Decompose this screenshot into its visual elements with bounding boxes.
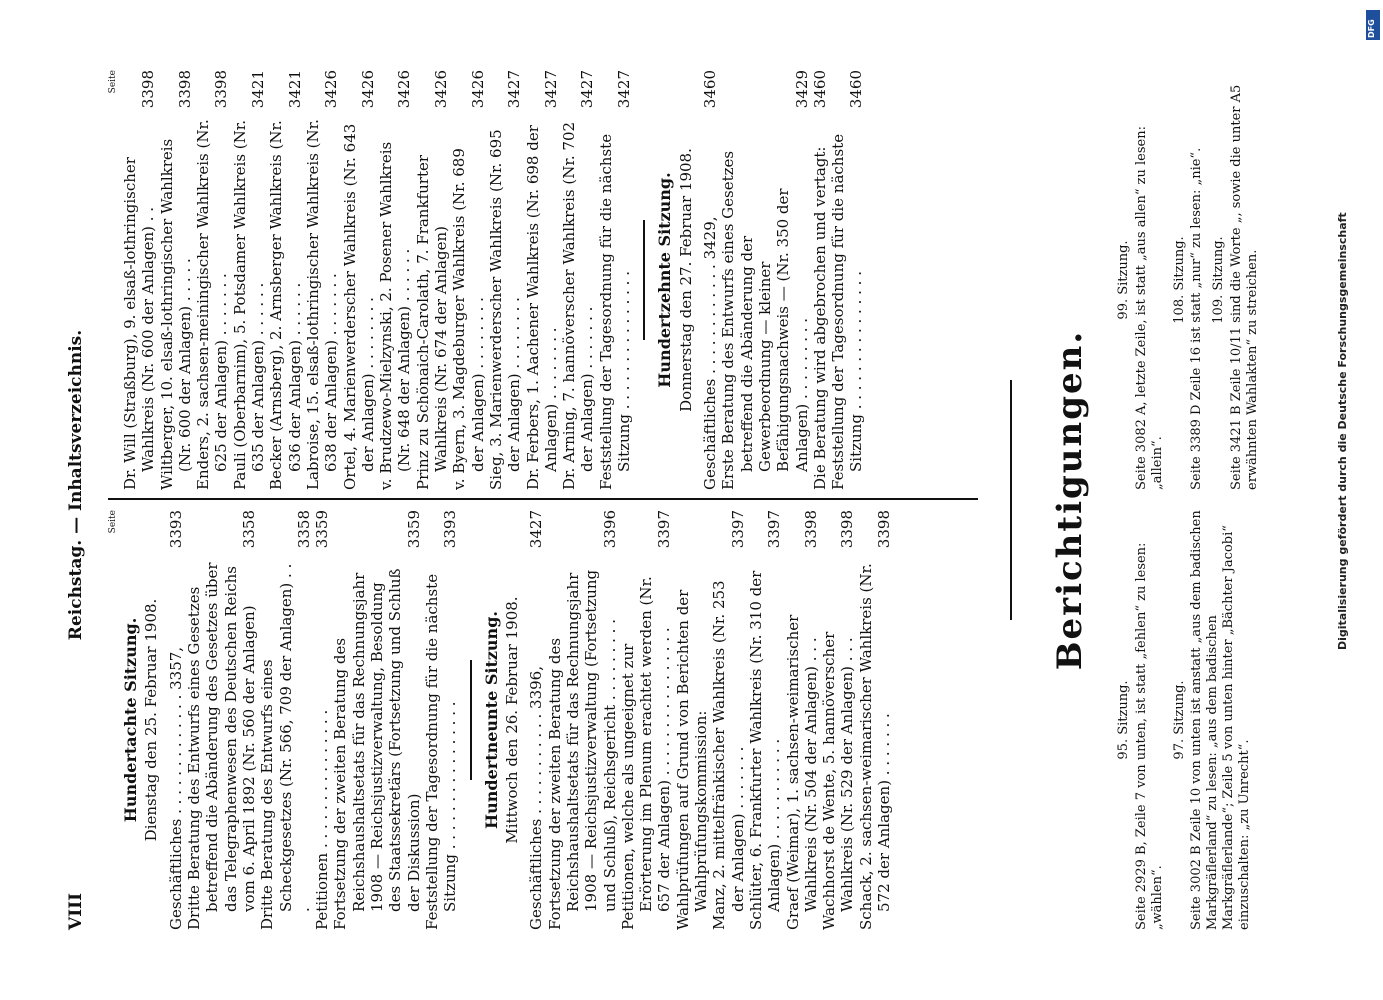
toc-entry bbox=[423, 510, 460, 930]
toc-entry-page: 3359 bbox=[313, 510, 332, 549]
seite-label: Seite bbox=[108, 70, 118, 94]
toc-entry-text: Dr. Ferbers, 1. Aachener Wahlkreis (Nr. 698 der Anlagen) . . . . . . . . bbox=[523, 125, 560, 490]
session-title: Hundertzehnte Sitzung. bbox=[655, 172, 675, 388]
correction-heading: 108. Sitzung. bbox=[1171, 236, 1187, 324]
session-date: Mittwoch den 26. Februar 1908. bbox=[503, 596, 522, 844]
session-date: Donnerstag den 27. Februar 1908. bbox=[676, 148, 695, 412]
toc-entry-page: 3397 bbox=[655, 510, 674, 549]
toc-entry-page: 3398 bbox=[874, 510, 893, 549]
session-date: Dienstag den 25. Februar 1908. bbox=[142, 598, 161, 842]
toc-entry-page: 3429 bbox=[792, 70, 811, 109]
toc-entry-text: Dritte Beratung des Entwurfs eines Gesetzes betreffend die Abänderung des Gesetzes über das Telegraphenwesen des Deutschen Reichs vom 6. April 1892 (Nr. 560 der Anlagen) bbox=[185, 562, 258, 930]
toc-entry bbox=[231, 70, 268, 490]
toc-entry-page: 3398 bbox=[838, 510, 857, 549]
correction-text: Seite 3389 D Zeile 16 ist statt „nur“ zu lesen: „nie“. bbox=[1189, 147, 1205, 490]
toc-entry bbox=[331, 510, 422, 930]
session-entries bbox=[527, 510, 893, 930]
toc-entry-page: 3398 bbox=[212, 70, 231, 109]
session-title: Hundertneunte Sitzung. bbox=[481, 611, 501, 829]
toc-entry-page: 3421 bbox=[285, 70, 304, 109]
berichtigungen-title: Berichtigungen. bbox=[1050, 329, 1090, 671]
toc-entry bbox=[829, 70, 866, 490]
toc-entry bbox=[820, 510, 857, 930]
toc-entry-page: 3460 bbox=[810, 70, 829, 109]
toc-entry bbox=[524, 70, 561, 490]
toc-entry-text: Geschäftliches . . . . . . . . . . . . . 3357, bbox=[166, 646, 185, 930]
toc-entry-page: 3397 bbox=[728, 510, 747, 549]
toc-entry-page: 3421 bbox=[249, 70, 268, 109]
correction-text: Seite 2929 B, Zeile 7 von unten, ist statt „fehlen“ zu lesen: „wählen“. bbox=[1133, 542, 1165, 930]
toc-entry-page: 3460 bbox=[847, 70, 866, 109]
toc-entry bbox=[747, 510, 784, 930]
toc-entry bbox=[341, 70, 378, 490]
toc-entry-page: 3427 bbox=[541, 70, 560, 109]
running-title: Reichstag. — Inhaltsverzeichnis. bbox=[66, 329, 86, 641]
toc-entry bbox=[377, 70, 414, 490]
toc-entry-page: 3358 bbox=[239, 510, 258, 549]
toc-entry-text: Graef (Weimar), 1. sachsen-weimarischer Wahlkreis (Nr. 504 der Anlagen) . . . bbox=[783, 614, 820, 930]
toc-entry bbox=[313, 510, 331, 930]
correction-heading: 99. Sitzung. bbox=[1116, 240, 1131, 320]
toc-entry-text: Dritte Beratung des Entwurfs eines Scheckgesetzes (Nr. 566, 709 der Anlagen) . . . bbox=[258, 563, 313, 930]
toc-entry-text: Schack, 2. sachsen-weimarischer Wahlkreis (Nr. 572 der Anlagen) . . . . . . . bbox=[856, 563, 893, 930]
toc-entry-text: Wiltberger, 10. elsaß-lothringischer Wahlkreis (Nr. 600 der Anlagen) . . . . . bbox=[157, 138, 194, 490]
toc-entry-text: Ortel, 4. Marienwerderscher Wahlkreis (Nr. 643 der Anlagen) . . . . . . . . bbox=[340, 123, 377, 490]
toc-entry-text: Wahlprüfungen auf Grund von Berichten der Wahlprüfungskommission: bbox=[673, 589, 711, 930]
toc-entry bbox=[811, 70, 829, 490]
toc-entry bbox=[674, 510, 711, 930]
toc-entry bbox=[304, 70, 341, 490]
toc-entry-text: Sieg, 3. Marienwerderscher Wahlkreis (Nr. 695 der Anlagen) . . . . . . . . bbox=[486, 129, 524, 490]
correction-text: Seite 3082 A, letzte Zeile, ist statt „aus allen“ zu lesen: „allein“. bbox=[1133, 126, 1165, 490]
toc-entry-page: 3397 bbox=[765, 510, 784, 549]
toc-entry-text: Dr. Arning, 7. hannöverscher Wahlkreis (Nr. 702 der Anlagen) . . . . . . . bbox=[560, 121, 597, 490]
toc-entry-text: Petitionen, welche als ungeeignet zur Erörterung im Plenum erachtet werden (Nr. 657 der Anlagen) . . . . . . . . . . . . . . . . bbox=[618, 576, 674, 930]
toc-entry-page: 3426 bbox=[395, 70, 414, 109]
toc-entry-page: 3396 bbox=[600, 510, 619, 549]
toc-entry bbox=[619, 510, 674, 930]
toc-entry bbox=[546, 510, 619, 930]
toc-entry-text: v. Byern, 3. Magdeburger Wahlkreis (Nr. 689 der Anlagen) . . . . . . . . bbox=[450, 148, 487, 490]
correction-heading: 109. Sitzung. bbox=[1211, 236, 1227, 324]
right-column bbox=[108, 70, 866, 490]
toc-entry-page: 3460 bbox=[701, 70, 720, 109]
page-number: VIII bbox=[66, 892, 86, 930]
toc-entry-text: Dr. Will (Straßburg), 9. elsaß-lothringischer Wahlkreis (Nr. 600 der Anlagen) . . bbox=[120, 157, 158, 490]
toc-entry bbox=[857, 510, 894, 930]
correction-heading: 97. Sitzung. bbox=[1171, 680, 1187, 760]
toc-entry-text: Feststellung der Tagesordnung für die nächste Sitzung . . . . . . . . . . . . . . . bbox=[596, 133, 633, 490]
toc-entry bbox=[784, 510, 821, 930]
toc-entry-page: 3398 bbox=[175, 70, 194, 109]
toc-entry-text: Becker (Arnsberg), 2. Arnsberger Wahlkreis (Nr. 636 der Anlagen) . . . . . . bbox=[267, 120, 304, 490]
section-rule bbox=[1010, 380, 1012, 620]
toc-entry bbox=[414, 70, 451, 490]
session-title: Hundertachte Sitzung. bbox=[120, 617, 140, 823]
session-entries bbox=[701, 70, 866, 490]
session-entries bbox=[167, 510, 460, 930]
toc-entry-page: 3393 bbox=[441, 510, 460, 549]
page-header bbox=[66, 40, 92, 930]
toc-entry-text: Fortsetzung der zweiten Beratung des Reichshaushaltsetats für das Rechnungsjahr 1908 — Reichsjustizverwaltung (Fortsetzung und Schluß), Reichsgericht . . . . . . . . . bbox=[545, 569, 619, 930]
toc-entry-text: Feststellung der Tagesordnung für die nächste Sitzung . . . . . . . . . . . . . . . . bbox=[422, 573, 460, 930]
toc-entry-text: Pauli (Oberbarnim), 5. Potsdamer Wahlkreis (Nr. 635 der Anlagen) . . . . . . bbox=[230, 119, 268, 490]
toc-entry-text: Die Beratung wird abgebrochen und vertagt: bbox=[810, 146, 829, 490]
toc-entry-page: 3393 bbox=[166, 510, 185, 549]
toc-entry bbox=[527, 510, 545, 930]
toc-entry-page: 3398 bbox=[139, 70, 158, 109]
corrections-right bbox=[1110, 70, 1263, 490]
toc-entry bbox=[167, 510, 185, 930]
toc-entry-text: Labroise, 15. elsaß-lothringischer Wahlkreis (Nr. 638 der Anlagen) . . . . . . . bbox=[303, 119, 341, 490]
correction-text: Seite 3421 B Zeile 10/11 sind die Worte „, sowie die unter A5 erwähnten Wahlakten“ zu streichen. bbox=[1229, 84, 1261, 490]
toc-entry-text: Petitionen . . . . . . . . . . . . . . . bbox=[313, 709, 332, 930]
toc-entry bbox=[121, 70, 158, 490]
toc-entry bbox=[450, 70, 487, 490]
toc-entry bbox=[267, 70, 304, 490]
toc-entry bbox=[597, 70, 634, 490]
toc-entry-page: 3359 bbox=[404, 510, 423, 549]
dfg-logo: DFG bbox=[1366, 10, 1380, 40]
correction-text: Seite 3002 B Zeile 10 von unten ist anstatt „aus dem badischen Markgräflerland“ zu lesen: „aus dem badischen Markgräflerlande“; Zeile 5 von unten hinter „Bächter Jacobi“ einzuschalten: „zu Unrecht“. bbox=[1189, 510, 1253, 930]
funding-note bbox=[1336, 10, 1350, 990]
corrections-left bbox=[1110, 510, 1255, 930]
toc-entry-text: Geschäftliches . . . . . . . . . . . . 3429, bbox=[701, 216, 720, 490]
toc-entry-text: Enders, 2. sachsen-meiningischer Wahlkreis (Nr. 625 der Anlagen) . . . . . . . bbox=[194, 119, 231, 490]
toc-entry bbox=[194, 70, 231, 490]
toc-entry-text: Geschäftliches . . . . . . . . . . . 3396, bbox=[527, 666, 546, 930]
toc-entry-text: Wachhorst de Wente, 5. hannöverscher Wahlkreis (Nr. 529 der Anlagen) . . . bbox=[820, 631, 857, 930]
toc-entry bbox=[560, 70, 597, 490]
toc-entry bbox=[487, 70, 524, 490]
toc-entry-text: v. Brudzewo-Mielzynski, 2. Posener Wahlkreis (Nr. 648 der Anlagen) . . . . . . bbox=[377, 141, 414, 490]
toc-entry-text: Erste Beratung des Entwurfs eines Gesetzes betreffend die Abänderung der Gewerbeordnung — kleiner Befähigungsnachweis — (Nr. 350 der Anlagen) . . . . . . . . . bbox=[719, 150, 811, 490]
column-divider bbox=[108, 498, 978, 500]
toc-entry-page: 3427 bbox=[505, 70, 524, 109]
toc-entry bbox=[719, 70, 810, 490]
toc-entry bbox=[185, 510, 258, 930]
toc-entry-text: Manz, 2. mittelfränkischer Wahlkreis (Nr. 253 der Anlagen) . . . . . . . bbox=[710, 580, 747, 930]
toc-entry-page: 3427 bbox=[614, 70, 633, 109]
toc-entry-page: 3426 bbox=[468, 70, 487, 109]
toc-entry-page: 3426 bbox=[432, 70, 451, 109]
toc-entry-text: Fortsetzung der zweiten Beratung des Reichshaushaltsetats für das Rechnungsjahr 1908 — Reichsjustizverwaltung, Besoldung des Staatssekretärs (Fortsetzung und Schluß der Diskussion) bbox=[331, 568, 423, 930]
session-entries bbox=[121, 70, 633, 490]
toc-entry-text: Feststellung der Tagesordnung für die nächste Sitzung . . . . . . . . . . . . . . . bbox=[829, 133, 866, 490]
toc-entry-page: 3398 bbox=[801, 510, 820, 549]
funding-note-text: Digitalisierung gefördert durch die Deutsche Forschungsgemeinschaft bbox=[1336, 212, 1349, 650]
toc-entry bbox=[158, 70, 195, 490]
separator bbox=[643, 220, 645, 340]
toc-entry bbox=[701, 70, 719, 490]
toc-entry bbox=[710, 510, 747, 930]
toc-entry-text: Schlüter, 6. Frankfurter Wahlkreis (Nr. 310 der Anlagen) . . . . . . . . . . . bbox=[746, 570, 784, 930]
toc-entry-page: 3426 bbox=[322, 70, 341, 109]
toc-entry bbox=[258, 510, 313, 930]
toc-entry-page: 3358 bbox=[294, 510, 313, 549]
toc-entry-page: 3426 bbox=[358, 70, 377, 109]
correction-heading: 95. Sitzung. bbox=[1116, 680, 1131, 760]
toc-entry-page: 3427 bbox=[527, 510, 546, 549]
toc-entry-text: Prinz zu Schönaich-Carolath, 7. Frankfurter Wahlkreis (Nr. 674 der Anlagen) bbox=[413, 154, 451, 490]
toc-entry-page: 3427 bbox=[578, 70, 597, 109]
seite-label: Seite bbox=[108, 510, 118, 534]
left-column bbox=[108, 510, 893, 930]
separator bbox=[470, 660, 472, 780]
